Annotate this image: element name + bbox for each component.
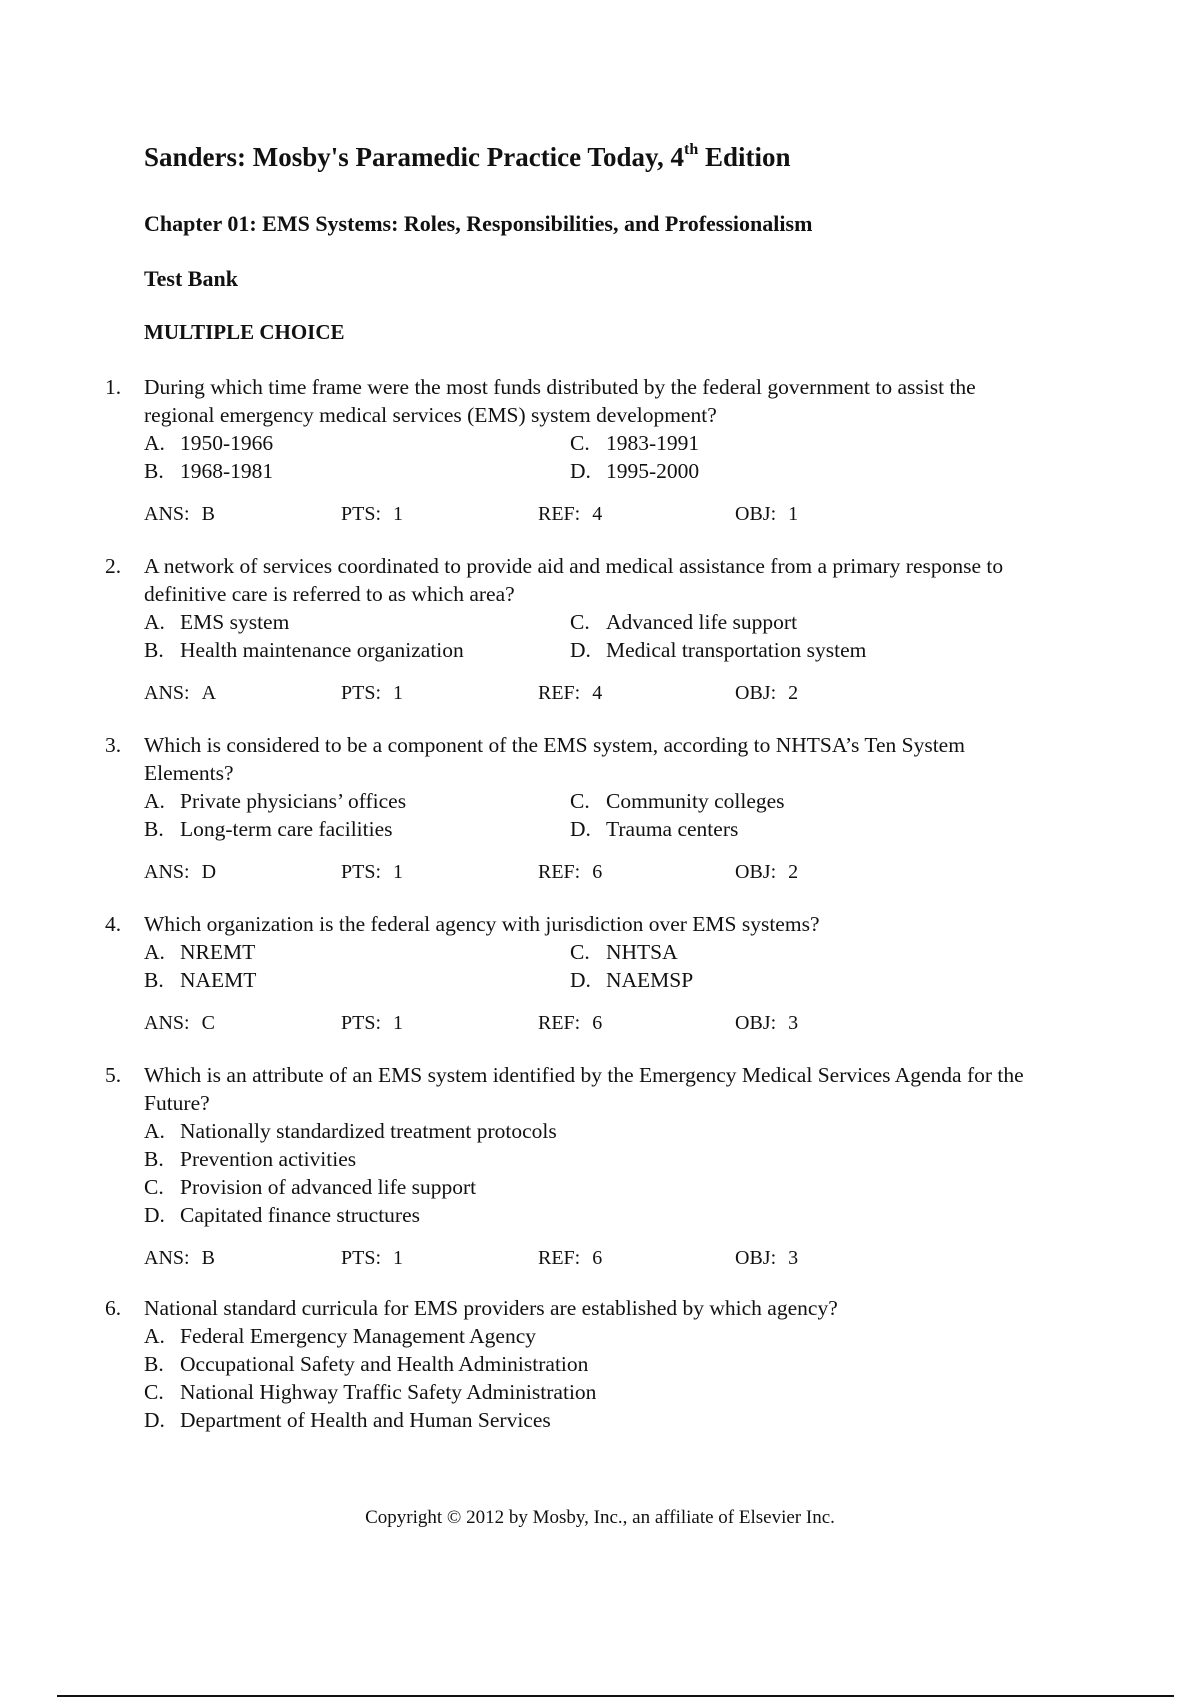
pts-label: PTS: <box>341 503 382 525</box>
ans-label: ANS: <box>144 682 190 704</box>
choice-letter: B. <box>144 1352 164 1376</box>
obj-label: OBJ: <box>735 682 777 704</box>
obj-label: OBJ: <box>735 861 777 883</box>
choice-letter: A. <box>144 789 165 813</box>
pts-value: 1 <box>393 1012 404 1034</box>
answer-metadata <box>144 859 1025 885</box>
ans-value: D <box>201 861 217 883</box>
question-text: Which is an attribute of an EMS system identified by the Emergency Medical Services Agenda for the Future? <box>144 1063 1024 1115</box>
choice-text: 1950-1966 <box>180 431 274 455</box>
choice <box>570 787 990 815</box>
obj-value: 2 <box>788 682 799 704</box>
choice-text: NAEMT <box>180 968 257 992</box>
question-text: During which time frame were the most funds distributed by the federal government to assist the regional emergency medical services (EMS) system development? <box>144 375 976 427</box>
choice-letter: A. <box>144 610 165 634</box>
choice <box>144 1145 1025 1173</box>
choice-text: Nationally standardized treatment protocols <box>180 1119 557 1143</box>
choice <box>570 636 990 664</box>
choice <box>570 608 990 636</box>
pts-label: PTS: <box>341 682 382 704</box>
choice-letter: D. <box>570 817 591 841</box>
obj-value: 3 <box>788 1012 799 1034</box>
choice <box>570 815 990 843</box>
choices <box>144 787 1025 843</box>
question-number: 2. <box>105 554 122 578</box>
choice-letter: C. <box>570 940 590 964</box>
choice-letter: A. <box>144 431 165 455</box>
ans-label: ANS: <box>144 1247 190 1269</box>
answer-metadata <box>144 680 1025 706</box>
choice-letter: C. <box>144 1380 164 1404</box>
title-main: Sanders: Mosby's Paramedic Practice Today, 4 <box>144 142 684 172</box>
ref-value: 6 <box>592 1012 603 1034</box>
choice <box>144 608 570 636</box>
choice <box>570 457 990 485</box>
obj-value: 3 <box>788 1247 799 1269</box>
choice-text: NAEMSP <box>606 968 694 992</box>
ref-label: REF: <box>538 861 581 883</box>
question-6 <box>105 1294 1025 1434</box>
answer-metadata <box>144 1010 1025 1036</box>
document-title <box>144 142 791 173</box>
choice-text: Federal Emergency Management Agency <box>180 1324 537 1348</box>
ans-label: ANS: <box>144 861 190 883</box>
choice-text: Trauma centers <box>606 817 739 841</box>
choice <box>144 966 570 994</box>
ans-value: B <box>201 1247 215 1269</box>
choice-text: Prevention activities <box>180 1147 357 1171</box>
choice-letter: C. <box>570 431 590 455</box>
choice-letter: B. <box>144 638 164 662</box>
choice <box>144 457 570 485</box>
ref-label: REF: <box>538 1247 581 1269</box>
ans-value: A <box>201 682 217 704</box>
choice-letter: D. <box>570 968 591 992</box>
question-5 <box>105 1061 1025 1271</box>
chapter-heading: Chapter 01: EMS Systems: Roles, Responsibilities, and Professionalism <box>144 211 813 236</box>
choice-text: NREMT <box>180 940 256 964</box>
obj-label: OBJ: <box>735 1012 777 1034</box>
pts-value: 1 <box>393 1247 404 1269</box>
question-3 <box>105 731 1025 885</box>
question-text: National standard curricula for EMS providers are established by which agency? <box>144 1296 838 1320</box>
choice <box>570 966 990 994</box>
ans-value: B <box>201 503 215 525</box>
question-text: A network of services coordinated to provide aid and medical assistance from a primary response to definitive care is referred to as which area? <box>144 554 1004 606</box>
choice <box>144 815 570 843</box>
choice <box>144 787 570 815</box>
question-4 <box>105 910 1025 1036</box>
pts-value: 1 <box>393 861 404 883</box>
choice <box>144 1201 1025 1229</box>
choice-letter: C. <box>570 789 590 813</box>
page-divider <box>57 1695 1174 1697</box>
choice-letter: D. <box>570 459 591 483</box>
copyright-footer: Copyright © 2012 by Mosby, Inc., an affiliate of Elsevier Inc. <box>365 1507 835 1528</box>
choice-letter: C. <box>570 610 590 634</box>
choice-letter: A. <box>144 1119 165 1143</box>
ref-value: 4 <box>592 503 603 525</box>
choice-text: Occupational Safety and Health Administration <box>180 1352 589 1376</box>
question-1 <box>105 373 1025 527</box>
choice-text: Private physicians’ offices <box>180 789 407 813</box>
choice-text: Long-term care facilities <box>180 817 393 841</box>
choice-letter: B. <box>144 1147 164 1171</box>
choice-text: NHTSA <box>606 940 678 964</box>
pts-value: 1 <box>393 682 404 704</box>
title-end: Edition <box>698 142 791 172</box>
choice <box>144 1378 1025 1406</box>
answer-metadata <box>144 501 1025 527</box>
pts-value: 1 <box>393 503 404 525</box>
choice-letter: D. <box>570 638 591 662</box>
section-heading: MULTIPLE CHOICE <box>144 320 345 344</box>
ref-label: REF: <box>538 503 581 525</box>
obj-label: OBJ: <box>735 1247 777 1269</box>
choices <box>144 1322 1025 1434</box>
choice-text: Community colleges <box>606 789 785 813</box>
choice-text: Health maintenance organization <box>180 638 464 662</box>
choice-letter: A. <box>144 940 165 964</box>
answer-metadata <box>144 1245 1025 1271</box>
choice <box>570 938 990 966</box>
ans-value: C <box>201 1012 215 1034</box>
choice-text: National Highway Traffic Safety Administration <box>180 1380 597 1404</box>
choices <box>144 429 1025 485</box>
choice-text: Advanced life support <box>606 610 798 634</box>
choice-letter: B. <box>144 817 164 841</box>
choice-letter: B. <box>144 968 164 992</box>
choices <box>144 938 1025 994</box>
question-number: 6. <box>105 1296 122 1320</box>
ref-value: 6 <box>592 861 603 883</box>
choice-text: 1995-2000 <box>606 459 700 483</box>
choice-letter: B. <box>144 459 164 483</box>
choice-letter: D. <box>144 1408 165 1432</box>
choice <box>144 1173 1025 1201</box>
choices <box>144 1117 1025 1229</box>
choice-text: Capitated finance structures <box>180 1203 420 1227</box>
choice <box>144 938 570 966</box>
choice-letter: C. <box>144 1175 164 1199</box>
pts-label: PTS: <box>341 1012 382 1034</box>
choice-letter: A. <box>144 1324 165 1348</box>
pts-label: PTS: <box>341 861 382 883</box>
obj-label: OBJ: <box>735 503 777 525</box>
title-superscript: th <box>683 141 699 158</box>
choice <box>144 1350 1025 1378</box>
choice-text: 1983-1991 <box>606 431 700 455</box>
question-2 <box>105 552 1025 706</box>
ref-label: REF: <box>538 682 581 704</box>
subtitle: Test Bank <box>144 266 238 291</box>
choices <box>144 608 1025 664</box>
question-number: 4. <box>105 912 122 936</box>
choice <box>144 429 570 457</box>
choice <box>144 636 570 664</box>
question-text: Which is considered to be a component of the EMS system, according to NHTSA’s Ten System Elements? <box>144 733 965 785</box>
choice <box>144 1406 1025 1434</box>
question-number: 1. <box>105 375 122 399</box>
ref-label: REF: <box>538 1012 581 1034</box>
obj-value: 1 <box>788 503 799 525</box>
choice <box>144 1322 1025 1350</box>
obj-value: 2 <box>788 861 799 883</box>
choice-text: 1968-1981 <box>180 459 274 483</box>
ans-label: ANS: <box>144 1012 190 1034</box>
ref-value: 4 <box>592 682 603 704</box>
choice-text: Department of Health and Human Services <box>180 1408 551 1432</box>
question-number: 5. <box>105 1063 122 1087</box>
choice-text: Provision of advanced life support <box>180 1175 477 1199</box>
choice <box>570 429 990 457</box>
ref-value: 6 <box>592 1247 603 1269</box>
choice-text: Medical transportation system <box>606 638 867 662</box>
question-text: Which organization is the federal agency with jurisdiction over EMS systems? <box>144 912 820 936</box>
choice-letter: D. <box>144 1203 165 1227</box>
choice-text: EMS system <box>180 610 290 634</box>
choice <box>144 1117 1025 1145</box>
pts-label: PTS: <box>341 1247 382 1269</box>
question-number: 3. <box>105 733 122 757</box>
ans-label: ANS: <box>144 503 190 525</box>
